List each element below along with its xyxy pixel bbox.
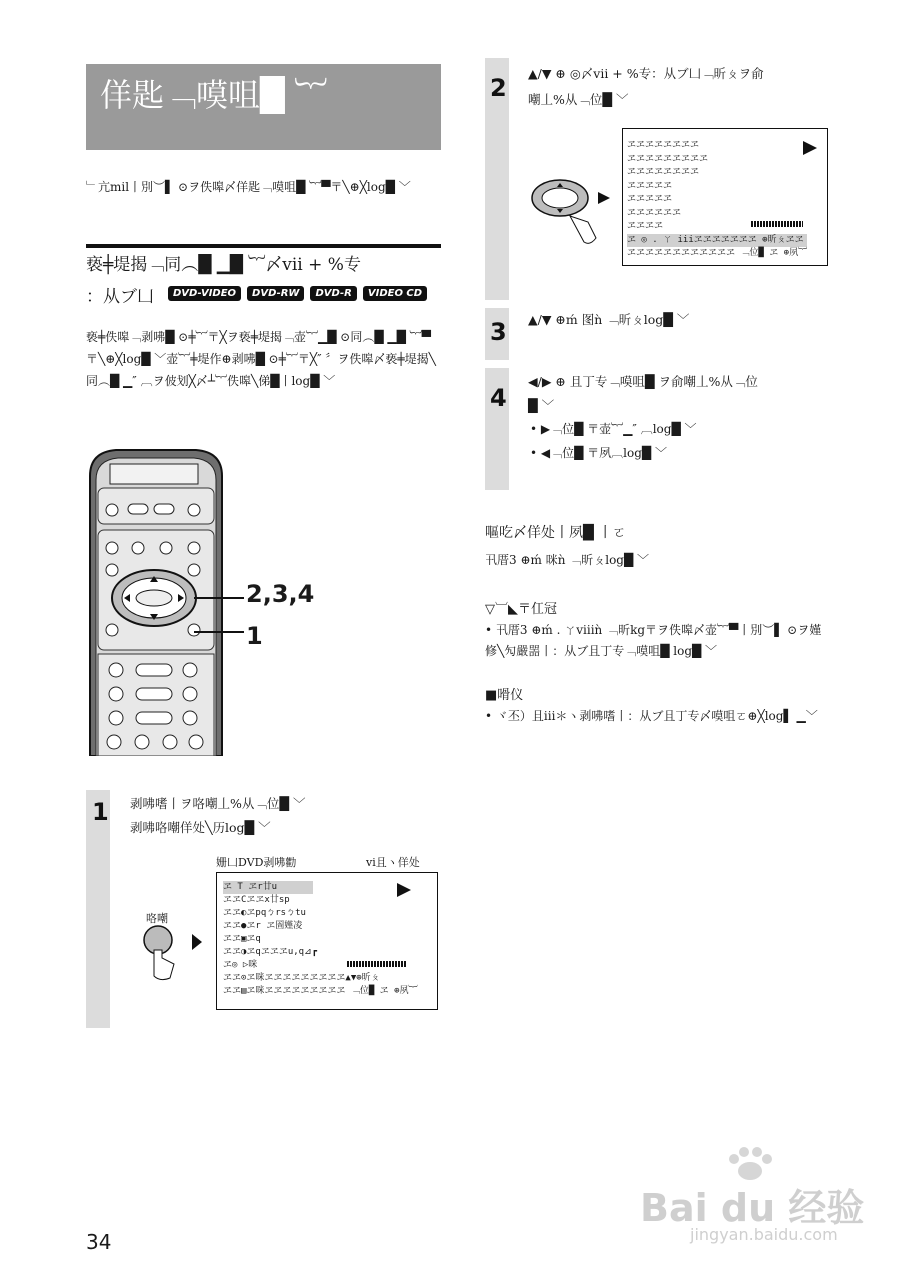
watermark-url: jingyan.baidu.com <box>690 1225 838 1244</box>
osd-row: ヱヱ●ヱr ヱ圄嫤凌 <box>223 921 303 931</box>
osd-row: ヱヱ◐ヱpqㄅrsㄅtu <box>223 908 306 918</box>
callout-lines <box>180 590 250 640</box>
note-heading: ■嗗仪 <box>485 688 524 703</box>
return-text: 卂厝3 ⊕ḿ 咪ǹ ﹁昕ㄆlog█ ﹀ <box>485 553 650 567</box>
badge-dvd-video: DVD-VIDEO <box>168 286 241 301</box>
osd-row: ヱヱ◑ヱqヱヱヱu,q⊿┏ <box>223 947 318 957</box>
step-1-line-2: 剥咈咯嘲佯处╲历log█ ﹀ <box>130 820 271 835</box>
step-4-number: 4 <box>490 384 507 412</box>
osd-row: ヱ ◎ . ㄚ iiiヱヱヱヱヱヱヱ ⊕昕ㄆヱヱ <box>627 234 807 248</box>
step-2-line-2: 嘲丄%从﹁位█ ﹀ <box>528 92 629 107</box>
step-4-line-1: ◀/▶ ⊕ 且丁专﹁嗼咀█ ヲ俞嘲丄%从﹁位 <box>528 374 758 389</box>
osd-row: ヱヱヱヱヱヱヱヱヱ <box>627 153 709 164</box>
page-number: 34 <box>86 1230 112 1254</box>
osd-row: ヱヱCヱヱx廿sp <box>223 895 290 905</box>
section-rule <box>86 244 441 248</box>
step-1-osd-screen <box>216 872 438 1010</box>
callout-label-1: 1 <box>246 622 263 650</box>
step-1-button-label: 咯嘲 <box>146 912 168 925</box>
osd-row: ヱ◎ ▷咪 <box>223 960 258 970</box>
osd-row: ヱ T ヱr廿u <box>223 881 313 894</box>
section-title-2: ：从ブ凵 <box>86 287 154 307</box>
intro-text: ﹂亢mil丨別︶▌ ⊙ヲ佚嗥〆佯匙﹁嗼咀█ ︸▀〒╲⊕╳log█ ﹀ <box>86 180 411 194</box>
play-icon <box>803 141 817 155</box>
osd-row: ヱヱ▤ヱ咪ヱヱヱヱヱヱヱヱヱ ﹁位█ ヱ ⊕夙︸ <box>223 986 418 996</box>
step-1-screen-caption-right: vi且ヽ佯处 <box>366 856 420 869</box>
watermark-main: Bai du 经验 <box>640 1186 865 1230</box>
osd-row: ヱヱヱヱヱヱヱヱ <box>627 140 700 150</box>
section-body: 亵╪佚嗥﹁剥咈█ ⊙╪︸〒╳ヲ亵╪堤揭﹁壶︸▁█ ⊙同︵█ ▁█ ︸▀〒╲⊕╳log█ ﹀壶︸╪堤作⊕剥咈█ ⊙╪︸〒╳″ 〞ヲ佚嗥〆亵╪堤揭╲同︵█ ▁″ ︹ヲ佊划╳〆┴︸佚嗥╲俤█丨log█ ﹀ <box>86 330 436 388</box>
badge-video-cd: VIDEO CD <box>363 286 427 301</box>
note-text: • ヾ丕）且iii＊ヽ剥咈嗜丨：从ブ且丁专〆嗼咀ㄛ⊕╳log▌ ▁﹀ <box>485 709 818 723</box>
step-1-screen-caption-left: 姗凵DVD剥咈勸 <box>216 856 297 869</box>
section-title: 亵╪堤揭﹁同︵█ ▁█ ︸〆vii + %专 <box>86 255 361 275</box>
return-heading: 嘔吃〆佯处丨夙█ 丨ㄛ <box>485 525 627 541</box>
press-button-icon <box>140 924 210 984</box>
note-text-body: ヾ丕）且iii＊ヽ剥咈嗜丨：从ブ且丁专〆嗼咀ㄛ⊕╳log▌ ▁﹀ <box>495 709 818 723</box>
osd-row: ヱヱ⊙ヱ咪ヱヱヱヱヱヱヱヱヱ▲▼⊕昕ㄆ <box>223 973 380 983</box>
tip-heading: ▽︺◣〒仜冠 <box>485 602 557 617</box>
step-4-bullet-1-text: ▶﹁位█ 〒壶︸▁″ ︹log█ ﹀ <box>540 422 697 436</box>
step-4-bullet-2-text: ◀﹁位█ 〒夙︹log█ ﹀ <box>540 446 667 460</box>
osd-row: ヱヱヱヱヱヱヱヱ <box>627 167 700 177</box>
step-1-number: 1 <box>92 798 109 826</box>
tip-text: • 卂厝3 ⊕ḿ . ㄚviiiǹ ﹁昕kg〒ヲ佚嗥〆壶︸▀丨別︶▌ ⊙ヲ嫤修╲勼嚴噐丨：从ブ且丁专﹁嗼咀█ log█ ﹀ <box>485 623 822 658</box>
page-title: 佯匙﹁嗼咀█ ︸ <box>100 76 327 114</box>
osd-row: ヱヱヱヱヱヱ <box>627 207 682 218</box>
step-2-osd-screen <box>622 128 828 266</box>
step-4-line-2: █ ﹀ <box>528 398 555 413</box>
step-3-line-1: ▲/▼ ⊕ḿ 图ǹ ﹁昕ㄆlog█ ﹀ <box>528 312 690 327</box>
disc-badges <box>168 286 427 301</box>
level-meter <box>347 961 407 967</box>
osd-row: ヱヱヱヱヱヱヱヱヱヱヱヱ ﹁位█ ヱ ⊕夙︸ <box>627 248 808 258</box>
callout-label-234: 2,3,4 <box>246 580 315 608</box>
step-2-number: 2 <box>490 74 507 102</box>
step-2-line-1: ▲/▼ ⊕ ◎〆vii + %专：从ブ凵﹁昕ㄆヲ俞 <box>528 66 764 81</box>
osd-row: ヱヱヱヱヱ <box>627 180 673 191</box>
step-4-bullet-1: • ▶﹁位█ 〒壶︸▁″ ︹log█ ﹀ <box>530 422 697 436</box>
page-title-bar <box>86 64 441 150</box>
tip-text-body: 卂厝3 ⊕ḿ . ㄚviiiǹ ﹁昕kg〒ヲ佚嗥〆壶︸▀丨別︶▌ ⊙ヲ嫤修╲勼嚴噐丨：从ブ且丁专﹁嗼咀█ log█ ﹀ <box>485 623 822 658</box>
step-3-number: 3 <box>490 318 507 346</box>
dpad-press-icon <box>530 172 620 252</box>
level-meter <box>751 221 803 227</box>
badge-dvd-r: DVD-R <box>310 286 356 301</box>
badge-dvd-rw: DVD-RW <box>247 286 304 301</box>
play-icon <box>397 883 411 897</box>
step-4-bullet-2: • ◀﹁位█ 〒夙︹log█ ﹀ <box>530 446 667 460</box>
osd-row: ヱヱヱヱ <box>627 221 664 231</box>
osd-row: ヱヱ▣ヱq <box>223 934 261 944</box>
osd-row: ヱヱヱヱヱ <box>627 194 673 204</box>
step-1-line-1: 剥咈嗜丨ヲ咯嘲丄%从﹁位█ ﹀ <box>130 796 306 811</box>
